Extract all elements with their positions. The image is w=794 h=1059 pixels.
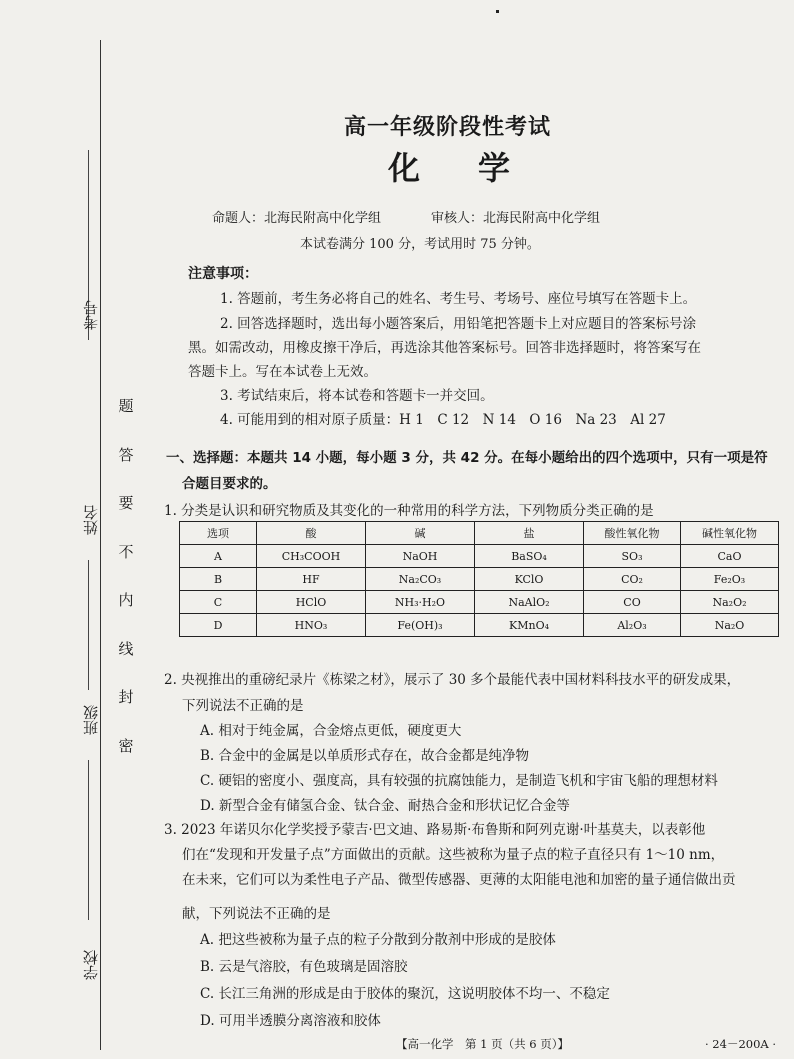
section-1-line2: 合题目要求的。 xyxy=(182,476,277,492)
table-cell: B xyxy=(180,568,257,591)
q3-stem-4: 献，下列说法不正确的是 xyxy=(182,906,331,922)
fill-line-xingming xyxy=(88,560,89,690)
table-cell: CO xyxy=(584,591,681,614)
table-cell: CaO xyxy=(681,545,779,568)
seal-char: 封 xyxy=(118,688,134,706)
q3-option-d: D. 可用半透膜分离溶液和胶体 xyxy=(200,1013,381,1029)
seal-char: 答 xyxy=(118,445,134,464)
proposer: 命题人：北海民附高中化学组 xyxy=(212,211,382,226)
table-cell: Na₂O xyxy=(681,614,779,637)
table-header: 碱性氧化物 xyxy=(681,522,779,545)
note-2c: 答题卡上。写在本试卷上无效。 xyxy=(188,364,377,380)
note-2b: 黑。如需改动，用橡皮擦干净后，再选涂其他答案标号。回答非选择题时，将答案写在 xyxy=(188,340,701,356)
label-banji: 班级 xyxy=(82,705,100,735)
table-cell: A xyxy=(180,545,257,568)
q2-stem-1: 2. 央视推出的重磅纪录片《栋梁之材》，展示了 30 多个最能代表中国材料科技水平的研发成果， xyxy=(164,672,741,688)
authors-line xyxy=(212,207,600,226)
table-header: 酸 xyxy=(257,522,366,545)
table-cell: CO₂ xyxy=(584,568,681,591)
label-xuexiao: 学校 xyxy=(82,950,100,980)
seal-char: 内 xyxy=(118,591,134,609)
table-cell: Na₂CO₃ xyxy=(366,568,475,591)
table-cell: Al₂O₃ xyxy=(584,614,681,637)
table-cell: Fe₂O₃ xyxy=(681,568,779,591)
seal-char: 题 xyxy=(118,397,134,415)
table-header-row xyxy=(180,522,779,545)
table-cell: NH₃·H₂O xyxy=(366,591,475,614)
table-row xyxy=(180,591,779,614)
table-header: 酸性氧化物 xyxy=(584,522,681,545)
q2-stem-2: 下列说法不正确的是 xyxy=(182,698,304,714)
seal-char: 线 xyxy=(118,639,134,658)
section-1-line1: 一、选择题：本题共 14 小题，每小题 3 分，共 42 分。在每小题给出的四个选项中，只有一项是符 xyxy=(166,450,768,466)
q3-stem-1: 3. 2023 年诺贝尔化学奖授予蒙吉·巴文迪、路易斯·布鲁斯和阿列克谢·叶基莫夫，以表彰他 xyxy=(164,822,706,838)
table-cell: HClO xyxy=(257,591,366,614)
table-cell: Na₂O₂ xyxy=(681,591,779,614)
table-cell: Fe(OH)₃ xyxy=(366,614,475,637)
seal-char: 不 xyxy=(118,542,134,561)
table-header: 碱 xyxy=(366,522,475,545)
table-cell: D xyxy=(180,614,257,637)
q3-stem-2: 们在“发现和开发量子点”方面做出的贡献。这些被称为量子点的粒子直径只有 1～10 nm， xyxy=(182,847,725,863)
q3-option-b: B. 云是气溶胶，有色玻璃是固溶胶 xyxy=(200,959,408,975)
table-cell: KClO xyxy=(475,568,584,591)
q2-option-a: A. 相对于纯金属，合金熔点更低，硬度更大 xyxy=(200,723,462,739)
table-cell: NaOH xyxy=(366,545,475,568)
seal-warning xyxy=(114,395,138,783)
q2-option-c: C. 硬铝的密度小、强度高，具有较强的抗腐蚀能力，是制造飞机和宇宙飞船的理想材料 xyxy=(200,773,718,789)
seal-line xyxy=(100,40,101,1050)
exam-page xyxy=(160,0,790,1059)
seal-char: 要 xyxy=(118,494,134,512)
label-kaohao: 考号 xyxy=(82,300,100,330)
label-xingming: 姓名 xyxy=(82,505,100,535)
note-2a: 2. 回答选择题时，选出每小题答案后，用铅笔把答题卡上对应题目的答案标号涂 xyxy=(220,316,697,332)
page-footer: 【高一化学 第 1 页（共 6 页）】 xyxy=(396,1037,570,1051)
table-cell: NaAlO₂ xyxy=(475,591,584,614)
reviewer: 审核人：北海民附高中化学组 xyxy=(431,211,601,226)
seal-char: 密 xyxy=(118,736,134,755)
q1-stem: 1. 分类是认识和研究物质及其变化的一种常用的科学方法，下列物质分类正确的是 xyxy=(164,503,654,519)
note-1: 1. 答题前，考生务必将自己的姓名、考生号、考场号、座位号填写在答题卡上。 xyxy=(220,291,697,307)
q1-table xyxy=(179,521,779,637)
table-header: 盐 xyxy=(475,522,584,545)
q3-stem-3: 在未来，它们可以为柔性电子产品、微型传感器、更薄的太阳能电池和加密的量子通信做出贡 xyxy=(182,872,736,888)
q2-option-d: D. 新型合金有储氢合金、钛合金、耐热合金和形状记忆合金等 xyxy=(200,798,570,814)
q2-option-b: B. 合金中的金属是以单质形式存在，故合金都是纯净物 xyxy=(200,748,530,764)
table-row xyxy=(180,545,779,568)
exam-code: · 24－200A · xyxy=(705,1037,777,1051)
q3-option-c: C. 长江三角洲的形成是由于胶体的聚沉，这说明胶体不均一、不稳定 xyxy=(200,986,610,1002)
score-time: 本试卷满分 100 分，考试用时 75 分钟。 xyxy=(300,237,540,252)
subject-title: 化学 xyxy=(388,149,569,187)
table-cell: HNO₃ xyxy=(257,614,366,637)
note-3: 3. 考试结束后，将本试卷和答题卡一并交回。 xyxy=(220,388,494,404)
note-4: 4. 可能用到的相对原子质量：H 1 C 12 N 14 O 16 Na 23 Al 27 xyxy=(220,412,666,428)
notes-heading: 注意事项： xyxy=(188,266,258,282)
exam-title: 高一年级阶段性考试 xyxy=(344,115,552,140)
table-cell: CH₃COOH xyxy=(257,545,366,568)
fill-line-banji xyxy=(88,760,89,920)
table-cell: BaSO₄ xyxy=(475,545,584,568)
binding-margin xyxy=(0,0,150,1059)
table-cell: C xyxy=(180,591,257,614)
table-cell: SO₃ xyxy=(584,545,681,568)
q3-option-a: A. 把这些被称为量子点的粒子分散到分散剂中形成的是胶体 xyxy=(200,932,556,948)
table-cell: KMnO₄ xyxy=(475,614,584,637)
table-row xyxy=(180,614,779,637)
table-cell: HF xyxy=(257,568,366,591)
table-header: 选项 xyxy=(180,522,257,545)
table-row xyxy=(180,568,779,591)
